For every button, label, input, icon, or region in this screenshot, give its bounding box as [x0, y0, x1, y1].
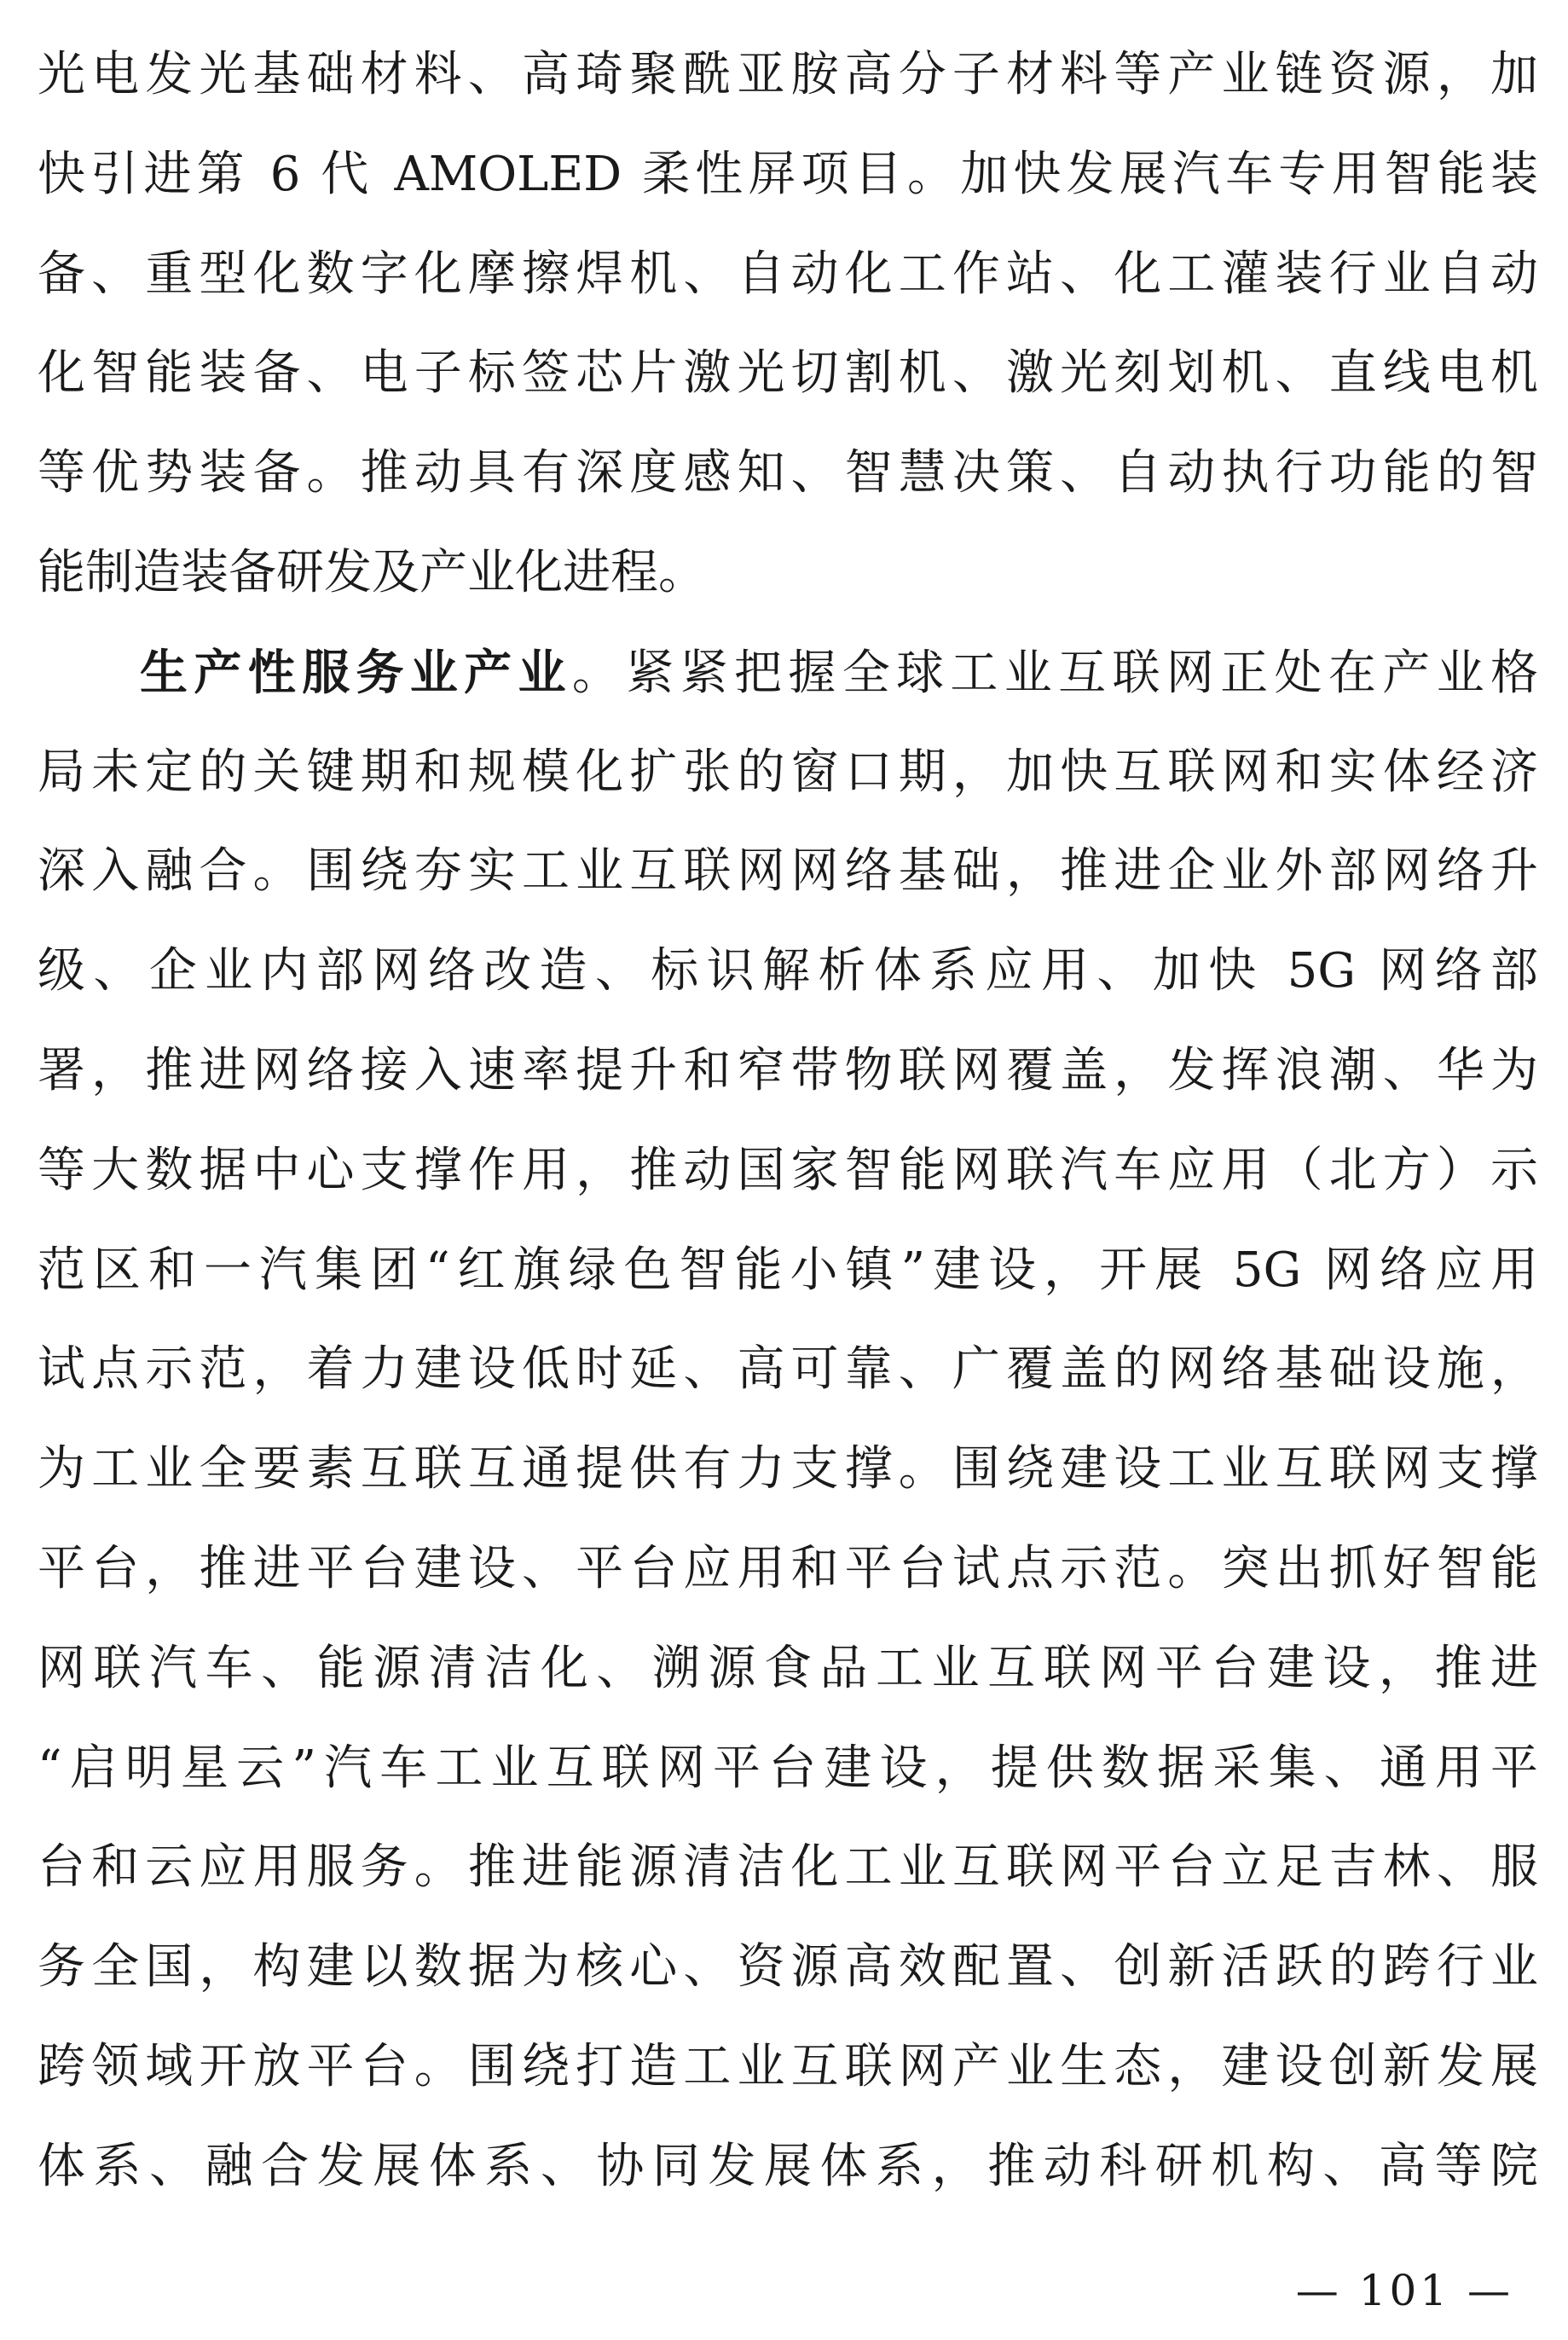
text-line: 务全国，构建以数据为核心、资源高效配置、创新活跃的跨行业: [38, 1939, 1538, 1995]
text-line: 网联汽车、能源清洁化、溯源食品工业互联网平台建设，推进: [38, 1640, 1538, 1696]
text-line: 深入融合。围绕夯实工业互联网网络基础，推进企业外部网络升: [38, 843, 1538, 900]
text-line: 级、企业内部网络改造、标识解析体系应用、加快 5G 网络部: [38, 943, 1538, 999]
text-line: 台和云应用服务。推进能源清洁化工业互联网平台立足吉林、服: [38, 1839, 1538, 1896]
text-line: 等大数据中心支撑作用，推动国家智能网联汽车应用（北方）示: [38, 1142, 1538, 1198]
text-line: 署，推进网络接入速率提升和窄带物联网覆盖，发挥浪潮、华为: [38, 1042, 1538, 1098]
text-line: 跨领域开放平台。围绕打造工业互联网产业生态，建设创新发展: [38, 2038, 1538, 2094]
text-line: 备、重型化数字化摩擦焊机、自动化工作站、化工灌装行业自动: [38, 246, 1538, 302]
text-line: 能制造装备研发及产业化进程。: [38, 544, 706, 600]
paragraph-heading: 生产性服务业产业: [140, 644, 572, 701]
paragraph-first-line: [38, 623, 1538, 723]
text-line: 为工业全要素互联互通提供有力支撑。围绕建设工业互联网支撑: [38, 1441, 1538, 1497]
text-line: 试点示范，着力建设低时延、高可靠、广覆盖的网络基础设施，: [38, 1341, 1538, 1398]
body-text: [38, 26, 1538, 2217]
text-line: 等优势装备。推动具有深度感知、智慧决策、自动执行功能的智: [38, 445, 1538, 501]
text-fragment: 。紧紧把握全球工业互联网正处在产业格: [571, 645, 1538, 701]
text-line: 快引进第 6 代 AMOLED 柔性屏项目。加快发展汽车专用智能装: [38, 146, 1538, 202]
text-line: 体系、融合发展体系、协同发展体系，推动科研机构、高等院: [38, 2138, 1538, 2194]
text-line: 平台，推进平台建设、平台应用和平台试点示范。突出抓好智能: [38, 1540, 1538, 1596]
text-line: 局未定的关键期和规模化扩张的窗口期，加快互联网和实体经济: [38, 744, 1538, 800]
page-number: — 101 —: [1295, 2266, 1513, 2315]
text-line: 光电发光基础材料、高琦聚酰亚胺高分子材料等产业链资源，加: [38, 47, 1538, 102]
text-line: 化智能装备、电子标签芯片激光切割机、激光刻划机、直线电机: [38, 345, 1538, 402]
text-line: 范区和一汽集团“红旗绿色智能小镇”建设，开展 5G 网络应用: [38, 1242, 1538, 1298]
text-line: “启明星云”汽车工业互联网平台建设，提供数据采集、通用平: [38, 1740, 1538, 1796]
